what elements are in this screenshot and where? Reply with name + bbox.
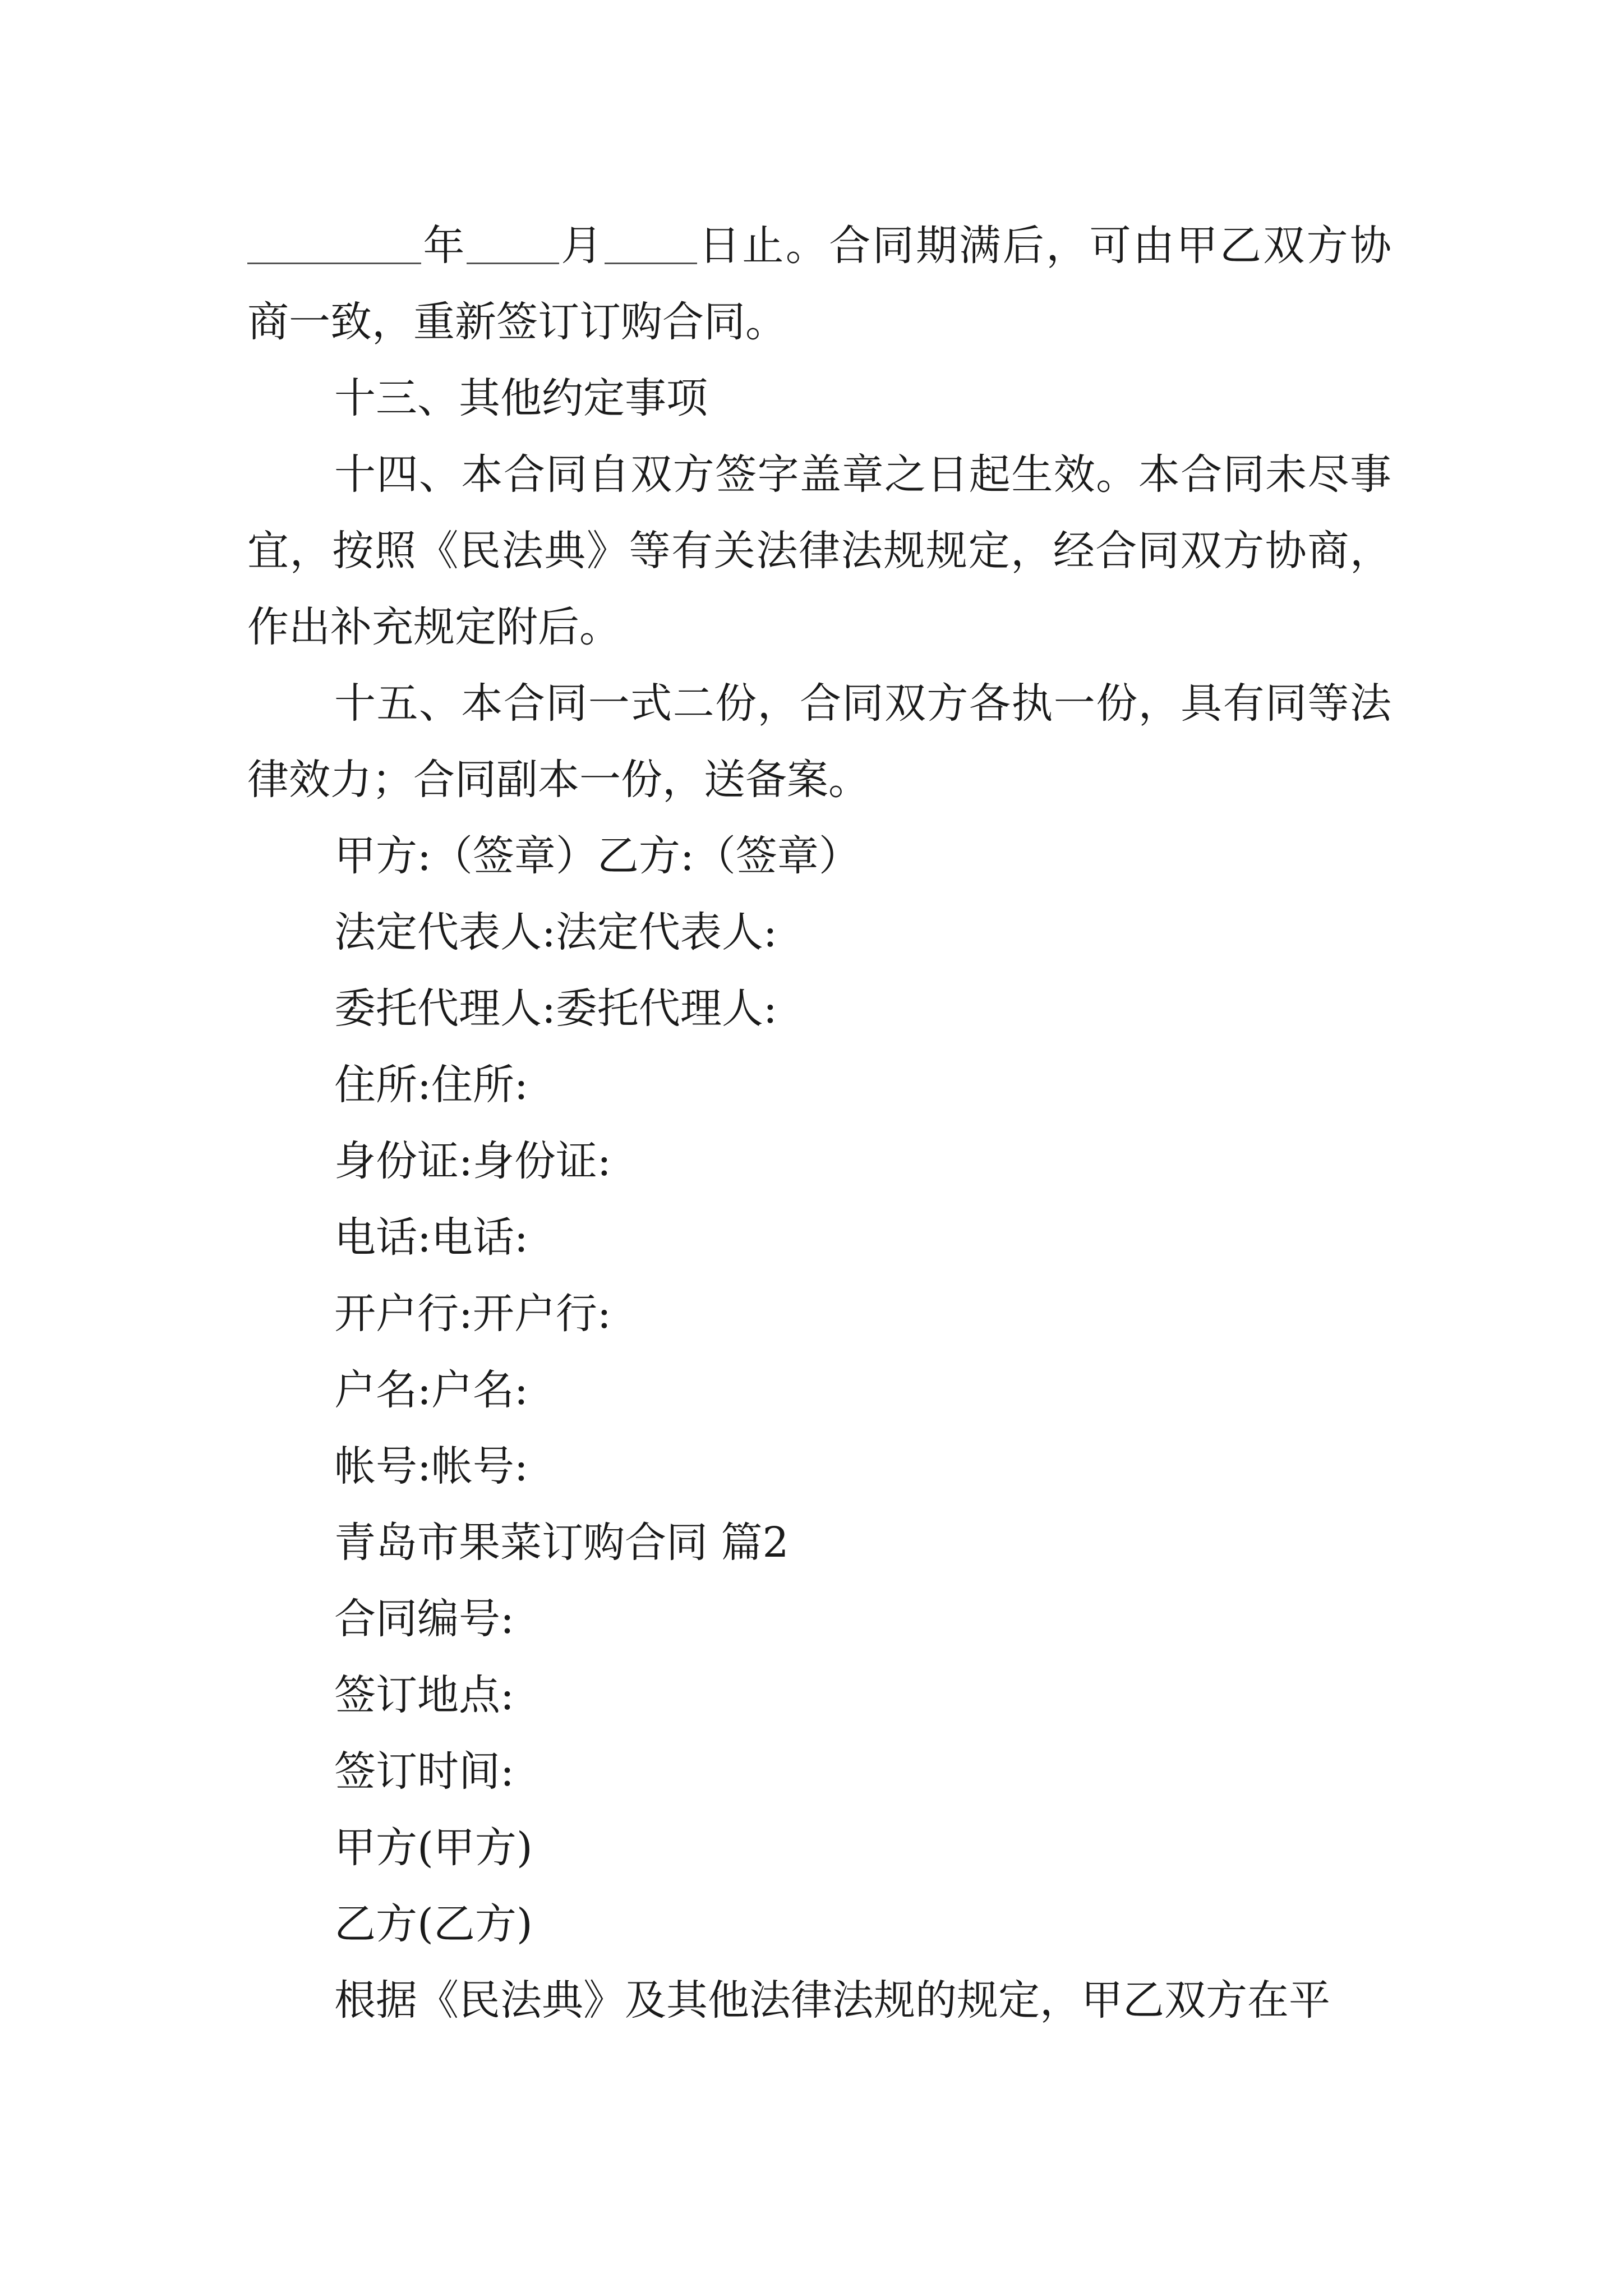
blank-year xyxy=(247,221,421,264)
phone-line: 电话:电话: xyxy=(334,1213,528,1262)
signing-place-line: 签订地点: xyxy=(334,1671,514,1719)
account-number-line: 帐号:帐号: xyxy=(334,1442,528,1490)
account-name-line: 户名:户名: xyxy=(334,1366,528,1414)
clause-13: 十三、其他约定事项 xyxy=(334,374,708,422)
contract-number-line: 合同编号: xyxy=(334,1595,514,1643)
term-end-text: 日止。合同期满后，可由甲乙双方协商一致，重新签订订购合同。 xyxy=(247,222,1392,346)
signature-line: 甲方:（签章）乙方:（签章） xyxy=(334,832,860,880)
section-title-2: 青岛市果菜订购合同 篇2 xyxy=(334,1519,789,1567)
clause-15: 十五、本合同一式二份，合同双方各执一份，具有同等法律效力；合同副本一份，送备案。 xyxy=(247,679,1391,804)
party-a-line: 甲方(甲方) xyxy=(334,1824,533,1872)
signing-time-line: 签订时间: xyxy=(334,1747,514,1796)
blank-month xyxy=(467,221,559,264)
party-b-line: 乙方(乙方) xyxy=(334,1900,533,1948)
label-month: 月 xyxy=(559,222,605,270)
preamble-line: 根据《民法典》及其他法律法规的规定，甲乙双方在平 xyxy=(334,1976,1330,2024)
document-body xyxy=(247,208,1391,2039)
label-year: 年 xyxy=(421,222,467,270)
address-line: 住所:住所: xyxy=(334,1061,528,1109)
paragraph-term-end-date xyxy=(247,208,1391,360)
blank-day xyxy=(605,221,697,264)
id-card-line: 身份证:身份证: xyxy=(334,1137,611,1185)
legal-representative-line: 法定代表人:法定代表人: xyxy=(334,908,777,956)
clause-14: 十四、本合同自双方签字盖章之日起生效。本合同未尽事宜，按照《民法典》等有关法律法规规定，经合同双方协商，作出补充规定附后。 xyxy=(247,450,1391,651)
bank-line: 开户行:开户行: xyxy=(334,1290,611,1338)
authorized-agent-line: 委托代理人:委托代理人: xyxy=(334,984,777,1033)
